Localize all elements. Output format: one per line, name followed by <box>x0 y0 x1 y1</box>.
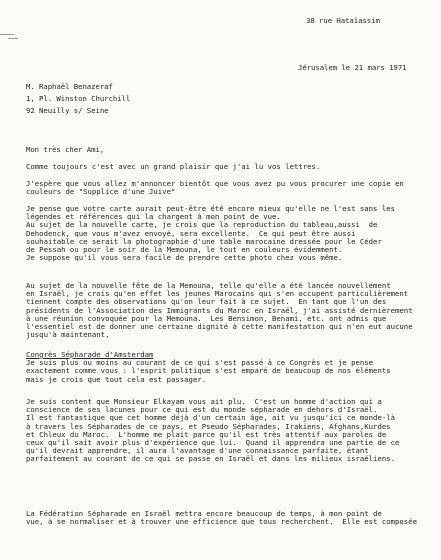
pencil-mark <box>0 34 14 35</box>
paragraph-line: Je suis plus ou moins au courant de ce qui s'est passé à ce Congrès et je pense <box>26 359 374 368</box>
paragraph-line: mais je crois que tout cela est passager. <box>26 375 207 384</box>
paragraph-2 <box>26 180 436 196</box>
paragraph-line: Comme toujours c'est avec un grand plaisir que j'ai lu vos lettres. <box>26 163 321 171</box>
paragraph-line: exactement comme vous : l'esprit politique s'est emparé de beaucoup de nos éléments <box>26 367 391 376</box>
paragraph-line: Je suis content que Monsieur Elkayam vous ait plu. C'est un homme d'action qui a <box>26 398 382 406</box>
paragraph-line: Au sujet de la nouvelle carte, je crois que la reproduction du tableau,aussi de <box>26 221 378 230</box>
recipient-name: M. Raphaël Benazeraf <box>26 82 113 91</box>
paragraph-line: l'essentiel est de donner une certaine dignité à cette manifestation qui n'en eut aucune <box>26 323 413 332</box>
paragraph-6 <box>26 398 436 464</box>
paragraph-line: vue, à se normaliser et à trouver une efficience que tous recherchent. Elle est composée <box>26 518 417 527</box>
recipient-city: 92 Neuilly s/ Seine <box>26 106 109 115</box>
paragraph-line: légendes et références qui la chargent à mon point de vue. <box>26 213 281 222</box>
letter-date: Jérusalem le 21 mars 1971 <box>298 63 407 72</box>
paragraph-line: jusqu'à maintenant, <box>26 331 110 340</box>
paragraph-line: ceux qu'il sait avoir plus d'expérience que lui. Quand il apprendra une partie de ce <box>26 439 400 448</box>
paragraph-line: souhaitable ce serait la photographie d'une table marocaine dressée pour le Céder <box>26 237 382 246</box>
paragraph-line: présidents de l'Association des Immigrants du Maroc en Israël, j'ai assisté dernièrement <box>26 306 413 315</box>
paragraph-3 <box>26 205 436 262</box>
paragraph-line: La Fédération Sépharade en Israël mettra encore beaucoup de temps, à mon point de <box>26 510 382 518</box>
paragraph-line: couleurs de "Supplice d'une Juive" <box>26 188 176 197</box>
paragraph-line: de Pessah ou pour le soir de la Memouna, le tout en couleurs évidemment. <box>26 246 343 255</box>
paragraph-line: tiennent compte des observations qu'on leur fait à ce sujet. En tant que l'un des <box>26 298 387 307</box>
paragraph-line: Au sujet de la nouvelle fête de la Memouna, telle qu'elle a été lancée nouvellement <box>26 282 391 290</box>
paragraph-line: qu'il devrait apprendre, il aura l'avantage d'une connaissance parfaite, étant <box>26 447 369 456</box>
pencil-mark <box>8 38 18 39</box>
recipient-street: 1, Pl. Winston Churchill <box>26 94 131 103</box>
paragraph-line: Je suppose qu'il vous sera facile de prendre cette photo chez vous même. <box>26 254 343 263</box>
paragraph-line: en Israël, je crois qu'en effet les jeunes Marocains qui s'en occupent particulièrement <box>26 290 409 299</box>
salutation: Mon très cher Ami, <box>26 145 105 154</box>
paragraph-line: Je pense que votre carte aurait peut-être été encore mieux qu'elle ne l'est sans les <box>26 205 396 213</box>
sender-address: 38 rue Hataïassim <box>306 16 380 25</box>
paragraph-line: Dehodenck, que vous m'avez envoyé, sera excellente. Ce qui peut être aussi <box>26 229 356 238</box>
paragraph-line: conscience de ses lacunes pour ce qui est du monde sépharade en dehors d'Israël. <box>26 406 378 415</box>
paragraph-5 <box>26 351 436 384</box>
paragraph-line: Il est fantastique que cet homme déjà d'un certain âge, ait vu jusqu'ici ce monde-là <box>26 414 396 423</box>
paragraph-line: à travers les Sépharades de ce pays, et Pseudo Sépharades, Irakiens, Afghans,Kurdes <box>26 422 391 431</box>
paragraph-line: et Chleux du Maroc. L'homme me plait parce qu'il est très attentif aux paroles de <box>26 430 387 439</box>
paragraph-1 <box>26 163 436 171</box>
paragraph-line: parfaitement au courant de ce qui se passe en Israël et dans les milieux israéliens. <box>26 455 396 464</box>
paragraph-line: à une réunion convoquée pour la Memouna. Les Bensimon, Benami, etc. ont admis que <box>26 314 387 323</box>
section-heading: Congrès Sépharade d'Amsterdam <box>26 351 154 359</box>
paragraph-4 <box>26 282 436 339</box>
paragraph-line: J'espère que vous allez m'annoncer bientôt que vous avez pu vous procurer une copie en <box>26 180 404 188</box>
paragraph-7 <box>26 510 436 526</box>
